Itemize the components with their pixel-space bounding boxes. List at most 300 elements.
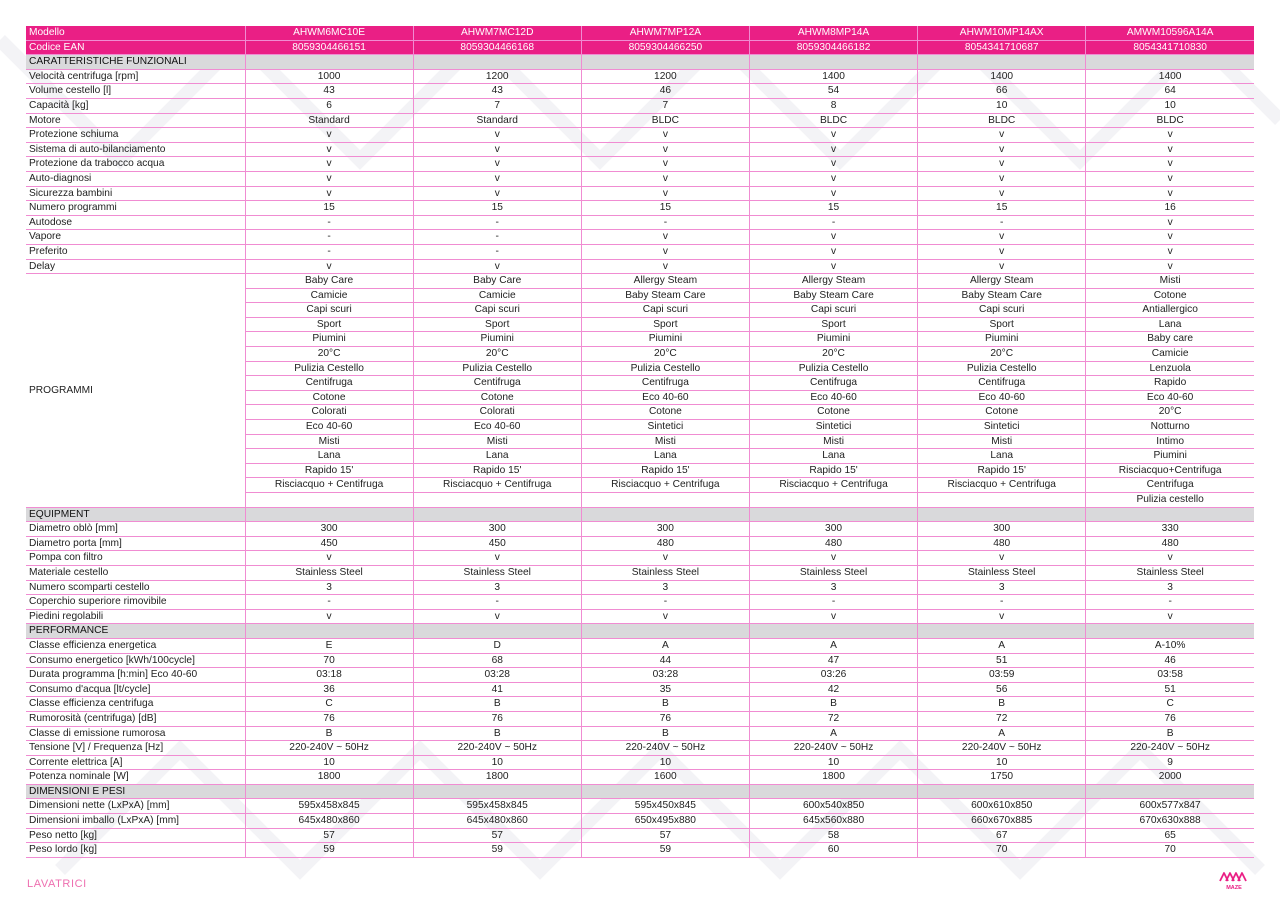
spec-row bbox=[26, 113, 1254, 128]
spec-value: v bbox=[918, 551, 1086, 566]
program-name: Eco 40-60 bbox=[245, 420, 413, 435]
spec-value: - bbox=[413, 595, 581, 610]
section-spacer bbox=[245, 507, 413, 522]
spec-label: Sicurezza bambini bbox=[26, 186, 245, 201]
spec-row bbox=[26, 828, 1254, 843]
section-spacer bbox=[1086, 784, 1254, 799]
section-title: CARATTERISTICHE FUNZIONALI bbox=[26, 55, 245, 70]
program-name: Pulizia Cestello bbox=[245, 361, 413, 376]
program-name: Baby care bbox=[1086, 332, 1254, 347]
spec-value: v bbox=[245, 259, 413, 274]
spec-label: Numero programmi bbox=[26, 201, 245, 216]
program-name: Allergy Steam bbox=[581, 274, 749, 289]
spec-value: 15 bbox=[749, 201, 917, 216]
spec-value: B bbox=[581, 697, 749, 712]
spec-table bbox=[26, 26, 1254, 858]
spec-label: Potenza nominale [W] bbox=[26, 770, 245, 785]
spec-label: Piedini regolabili bbox=[26, 609, 245, 624]
spec-value: v bbox=[918, 244, 1086, 259]
program-name: Centifruga bbox=[413, 376, 581, 391]
ean-code: 8054341710687 bbox=[918, 40, 1086, 55]
section-title: DIMENSIONI E PESI bbox=[26, 784, 245, 799]
program-name: Piumini bbox=[918, 332, 1086, 347]
program-name: Antiallergico bbox=[1086, 303, 1254, 318]
spec-row bbox=[26, 536, 1254, 551]
spec-label: Peso netto [kg] bbox=[26, 828, 245, 843]
program-name: Capi scuri bbox=[918, 303, 1086, 318]
spec-value: 76 bbox=[581, 711, 749, 726]
section-header bbox=[26, 507, 1254, 522]
spec-value: Stainless Steel bbox=[749, 565, 917, 580]
spec-value: 03:26 bbox=[749, 668, 917, 683]
spec-value: Standard bbox=[245, 113, 413, 128]
program-name: Misti bbox=[245, 434, 413, 449]
spec-value: A bbox=[918, 726, 1086, 741]
spec-value: v bbox=[581, 244, 749, 259]
spec-value: 64 bbox=[1086, 84, 1254, 99]
program-name: Centifruga bbox=[749, 376, 917, 391]
spec-value: 1800 bbox=[245, 770, 413, 785]
spec-value: C bbox=[1086, 697, 1254, 712]
spec-label: Consumo energetico [kWh/100cycle] bbox=[26, 653, 245, 668]
spec-value: 58 bbox=[749, 828, 917, 843]
spec-value: - bbox=[413, 215, 581, 230]
spec-row bbox=[26, 653, 1254, 668]
model-name: AHWM8MP14A bbox=[749, 26, 917, 40]
spec-label: Preferito bbox=[26, 244, 245, 259]
spec-row bbox=[26, 215, 1254, 230]
spec-value: B bbox=[413, 726, 581, 741]
model-name: AHWM10MP14AX bbox=[918, 26, 1086, 40]
spec-value: - bbox=[749, 215, 917, 230]
spec-value: 60 bbox=[749, 843, 917, 858]
spec-value: v bbox=[749, 142, 917, 157]
program-name bbox=[918, 493, 1086, 508]
spec-value: 03:58 bbox=[1086, 668, 1254, 683]
program-name: Baby Care bbox=[413, 274, 581, 289]
spec-value: - bbox=[918, 215, 1086, 230]
spec-value: A-10% bbox=[1086, 638, 1254, 653]
spec-value: 44 bbox=[581, 653, 749, 668]
footer-label: LAVATRICI bbox=[27, 878, 87, 890]
spec-value: A bbox=[581, 638, 749, 653]
program-name: Misti bbox=[581, 434, 749, 449]
section-spacer bbox=[413, 55, 581, 70]
spec-label: Protezione schiuma bbox=[26, 128, 245, 143]
spec-value: 600x610x850 bbox=[918, 799, 1086, 814]
program-name: Sintetici bbox=[918, 420, 1086, 435]
program-name: Rapido 15' bbox=[581, 463, 749, 478]
spec-value: A bbox=[749, 726, 917, 741]
program-name: Cotone bbox=[581, 405, 749, 420]
header-row-ean bbox=[26, 40, 1254, 55]
program-name: Lana bbox=[1086, 317, 1254, 332]
program-name: Colorati bbox=[413, 405, 581, 420]
program-name: Piumini bbox=[413, 332, 581, 347]
section-spacer bbox=[413, 784, 581, 799]
spec-value: E bbox=[245, 638, 413, 653]
spec-value: B bbox=[413, 697, 581, 712]
spec-value: 10 bbox=[245, 755, 413, 770]
program-name: Risciacquo + Centrifuga bbox=[749, 478, 917, 493]
spec-value: 46 bbox=[581, 84, 749, 99]
spec-value: 1600 bbox=[581, 770, 749, 785]
spec-value: - bbox=[413, 230, 581, 245]
spec-value: BLDC bbox=[581, 113, 749, 128]
spec-value: v bbox=[581, 259, 749, 274]
spec-value: v bbox=[1086, 186, 1254, 201]
spec-value: v bbox=[918, 186, 1086, 201]
spec-label: Autodose bbox=[26, 215, 245, 230]
spec-value: 10 bbox=[413, 755, 581, 770]
header-ean-label: Codice EAN bbox=[26, 40, 245, 55]
spec-value: v bbox=[581, 171, 749, 186]
program-name: Baby Care bbox=[245, 274, 413, 289]
spec-value: 10 bbox=[581, 755, 749, 770]
program-name: Centifruga bbox=[581, 376, 749, 391]
spec-value: v bbox=[749, 551, 917, 566]
spec-value: 3 bbox=[749, 580, 917, 595]
programs-label: PROGRAMMI bbox=[26, 274, 245, 508]
program-name: Sport bbox=[581, 317, 749, 332]
program-name: Capi scuri bbox=[413, 303, 581, 318]
spec-value: 66 bbox=[918, 84, 1086, 99]
program-name: Eco 40-60 bbox=[581, 390, 749, 405]
section-header bbox=[26, 55, 1254, 70]
spec-value: v bbox=[1086, 157, 1254, 172]
spec-value: v bbox=[749, 230, 917, 245]
spec-value: 595x458x845 bbox=[413, 799, 581, 814]
section-spacer bbox=[245, 55, 413, 70]
spec-value: v bbox=[918, 609, 1086, 624]
spec-value: 480 bbox=[581, 536, 749, 551]
spec-value: 300 bbox=[918, 522, 1086, 537]
spec-value: 42 bbox=[749, 682, 917, 697]
spec-value: BLDC bbox=[1086, 113, 1254, 128]
spec-value: - bbox=[1086, 595, 1254, 610]
spec-value: B bbox=[918, 697, 1086, 712]
program-name: Notturno bbox=[1086, 420, 1254, 435]
program-name: Camicie bbox=[245, 288, 413, 303]
spec-label: Coperchio superiore rimovibile bbox=[26, 595, 245, 610]
spec-value: 220-240V ~ 50Hz bbox=[581, 741, 749, 756]
program-name: Capi scuri bbox=[245, 303, 413, 318]
spec-row bbox=[26, 609, 1254, 624]
spec-label: Capacità [kg] bbox=[26, 98, 245, 113]
spec-value: v bbox=[413, 128, 581, 143]
spec-value: 57 bbox=[581, 828, 749, 843]
spec-value: 03:59 bbox=[918, 668, 1086, 683]
spec-value: 1000 bbox=[245, 69, 413, 84]
spec-value: v bbox=[245, 171, 413, 186]
spec-value: 220-240V ~ 50Hz bbox=[1086, 741, 1254, 756]
spec-value: 600x577x847 bbox=[1086, 799, 1254, 814]
program-name: Centifruga bbox=[918, 376, 1086, 391]
model-name: AHWM7MC12D bbox=[413, 26, 581, 40]
spec-value: v bbox=[918, 128, 1086, 143]
spec-label: Tensione [V] / Frequenza [Hz] bbox=[26, 741, 245, 756]
program-name: Rapido bbox=[1086, 376, 1254, 391]
spec-label: Peso lordo [kg] bbox=[26, 843, 245, 858]
program-name: 20°C bbox=[1086, 405, 1254, 420]
program-name: Lana bbox=[245, 449, 413, 464]
spec-label: Protezione da trabocco acqua bbox=[26, 157, 245, 172]
spec-label: Rumorosità (centrifuga) [dB] bbox=[26, 711, 245, 726]
spec-value: v bbox=[1086, 551, 1254, 566]
spec-value: - bbox=[749, 595, 917, 610]
program-name: Capi scuri bbox=[749, 303, 917, 318]
program-name: Cotone bbox=[245, 390, 413, 405]
program-name: Eco 40-60 bbox=[1086, 390, 1254, 405]
spec-row bbox=[26, 171, 1254, 186]
spec-value: v bbox=[1086, 259, 1254, 274]
program-name: Pulizia Cestello bbox=[918, 361, 1086, 376]
program-name bbox=[581, 493, 749, 508]
spec-value: 15 bbox=[918, 201, 1086, 216]
program-name: 20°C bbox=[245, 347, 413, 362]
spec-value: 450 bbox=[245, 536, 413, 551]
spec-value: v bbox=[245, 609, 413, 624]
spec-row bbox=[26, 741, 1254, 756]
spec-value: 76 bbox=[245, 711, 413, 726]
spec-value: 15 bbox=[413, 201, 581, 216]
spec-value: v bbox=[413, 609, 581, 624]
spec-value: 10 bbox=[918, 755, 1086, 770]
section-spacer bbox=[1086, 55, 1254, 70]
spec-label: Dimensioni nette (LxPxA) [mm] bbox=[26, 799, 245, 814]
spec-value: 1200 bbox=[413, 69, 581, 84]
spec-label: Durata programma [h:min] Eco 40-60 bbox=[26, 668, 245, 683]
spec-value: 1750 bbox=[918, 770, 1086, 785]
logo-text: MAZE bbox=[1226, 885, 1242, 891]
spec-label: Motore bbox=[26, 113, 245, 128]
spec-value: 43 bbox=[245, 84, 413, 99]
section-spacer bbox=[413, 624, 581, 639]
spec-value: 220-240V ~ 50Hz bbox=[413, 741, 581, 756]
spec-label: Corrente elettrica [A] bbox=[26, 755, 245, 770]
spec-value: 6 bbox=[245, 98, 413, 113]
spec-row bbox=[26, 201, 1254, 216]
program-name: Misti bbox=[1086, 274, 1254, 289]
spec-value: B bbox=[749, 697, 917, 712]
section-spacer bbox=[581, 55, 749, 70]
spec-value: 220-240V ~ 50Hz bbox=[749, 741, 917, 756]
spec-value: 68 bbox=[413, 653, 581, 668]
spec-value: v bbox=[413, 171, 581, 186]
spec-value: 70 bbox=[1086, 843, 1254, 858]
spec-value: 8 bbox=[749, 98, 917, 113]
spec-label: Pompa con filtro bbox=[26, 551, 245, 566]
header-model-label: Modello bbox=[26, 26, 245, 40]
section-spacer bbox=[918, 624, 1086, 639]
spec-value: v bbox=[581, 551, 749, 566]
program-name bbox=[749, 493, 917, 508]
spec-value: 300 bbox=[245, 522, 413, 537]
spec-row bbox=[26, 814, 1254, 829]
program-name: Risciacquo + Centrifuga bbox=[918, 478, 1086, 493]
program-name: Eco 40-60 bbox=[918, 390, 1086, 405]
spec-value: 15 bbox=[245, 201, 413, 216]
section-title: EQUIPMENT bbox=[26, 507, 245, 522]
program-name: Baby Steam Care bbox=[581, 288, 749, 303]
spec-value: 59 bbox=[581, 843, 749, 858]
spec-value: - bbox=[413, 244, 581, 259]
spec-value: v bbox=[918, 171, 1086, 186]
spec-label: Classe efficienza energetica bbox=[26, 638, 245, 653]
brand-logo bbox=[1219, 867, 1249, 891]
program-name: 20°C bbox=[918, 347, 1086, 362]
spec-value: 1400 bbox=[918, 69, 1086, 84]
model-name: AHWM7MP12A bbox=[581, 26, 749, 40]
spec-value: 10 bbox=[1086, 98, 1254, 113]
spec-value: 3 bbox=[413, 580, 581, 595]
spec-label: Volume cestello [l] bbox=[26, 84, 245, 99]
spec-label: Sistema di auto-bilanciamento bbox=[26, 142, 245, 157]
spec-value: 41 bbox=[413, 682, 581, 697]
spec-value: v bbox=[749, 259, 917, 274]
spec-row bbox=[26, 755, 1254, 770]
program-name: Rapido 15' bbox=[918, 463, 1086, 478]
spec-row bbox=[26, 142, 1254, 157]
spec-value: 43 bbox=[413, 84, 581, 99]
program-name: Rapido 15' bbox=[749, 463, 917, 478]
program-name: Cotone bbox=[749, 405, 917, 420]
section-spacer bbox=[581, 624, 749, 639]
spec-label: Vapore bbox=[26, 230, 245, 245]
spec-value: v bbox=[918, 230, 1086, 245]
spec-value: v bbox=[245, 157, 413, 172]
spec-value: D bbox=[413, 638, 581, 653]
program-name: Sport bbox=[749, 317, 917, 332]
program-name: Sport bbox=[918, 317, 1086, 332]
spec-value: v bbox=[581, 157, 749, 172]
program-name: Pulizia Cestello bbox=[581, 361, 749, 376]
spec-label: Delay bbox=[26, 259, 245, 274]
spec-value: v bbox=[749, 186, 917, 201]
spec-value: 645x480x860 bbox=[413, 814, 581, 829]
section-spacer bbox=[749, 55, 917, 70]
spec-value: v bbox=[749, 244, 917, 259]
spec-row bbox=[26, 98, 1254, 113]
spec-value: v bbox=[413, 259, 581, 274]
spec-value: 1800 bbox=[749, 770, 917, 785]
spec-value: v bbox=[918, 142, 1086, 157]
program-name: Centrifuga bbox=[1086, 478, 1254, 493]
spec-value: v bbox=[749, 171, 917, 186]
spec-row bbox=[26, 259, 1254, 274]
section-spacer bbox=[1086, 507, 1254, 522]
spec-value: 3 bbox=[918, 580, 1086, 595]
spec-label: Diametro oblò [mm] bbox=[26, 522, 245, 537]
spec-row bbox=[26, 84, 1254, 99]
spec-value: v bbox=[1086, 128, 1254, 143]
spec-value: 67 bbox=[918, 828, 1086, 843]
spec-value: v bbox=[1086, 609, 1254, 624]
spec-value: v bbox=[413, 551, 581, 566]
spec-value: v bbox=[749, 157, 917, 172]
section-spacer bbox=[1086, 624, 1254, 639]
program-name: Pulizia Cestello bbox=[749, 361, 917, 376]
section-spacer bbox=[749, 624, 917, 639]
spec-value: 330 bbox=[1086, 522, 1254, 537]
spec-value: 65 bbox=[1086, 828, 1254, 843]
spec-value: 7 bbox=[413, 98, 581, 113]
spec-label: Materiale cestello bbox=[26, 565, 245, 580]
section-title: PERFORMANCE bbox=[26, 624, 245, 639]
spec-label: Diametro porta [mm] bbox=[26, 536, 245, 551]
ean-code: 8059304466250 bbox=[581, 40, 749, 55]
spec-row bbox=[26, 551, 1254, 566]
section-spacer bbox=[918, 784, 1086, 799]
spec-value: 10 bbox=[918, 98, 1086, 113]
spec-value: v bbox=[581, 128, 749, 143]
program-name: Baby Steam Care bbox=[749, 288, 917, 303]
section-spacer bbox=[749, 784, 917, 799]
spec-label: Dimensioni imballo (LxPxA) [mm] bbox=[26, 814, 245, 829]
spec-value: 57 bbox=[245, 828, 413, 843]
ean-code: 8054341710830 bbox=[1086, 40, 1254, 55]
spec-value: Stainless Steel bbox=[1086, 565, 1254, 580]
spec-value: v bbox=[413, 157, 581, 172]
spec-value: 3 bbox=[581, 580, 749, 595]
program-name: 20°C bbox=[413, 347, 581, 362]
spec-row bbox=[26, 682, 1254, 697]
spec-label: Velocità centrifuga [rpm] bbox=[26, 69, 245, 84]
spec-value: 03:18 bbox=[245, 668, 413, 683]
spec-value: 2000 bbox=[1086, 770, 1254, 785]
ean-code: 8059304466182 bbox=[749, 40, 917, 55]
program-name: Cotone bbox=[413, 390, 581, 405]
program-name: Capi scuri bbox=[581, 303, 749, 318]
spec-row bbox=[26, 595, 1254, 610]
spec-value: v bbox=[1086, 244, 1254, 259]
spec-value: 47 bbox=[749, 653, 917, 668]
spec-value: 660x670x885 bbox=[918, 814, 1086, 829]
spec-value: 70 bbox=[918, 843, 1086, 858]
program-name: 20°C bbox=[581, 347, 749, 362]
program-name: Sintetici bbox=[581, 420, 749, 435]
spec-value: 595x458x845 bbox=[245, 799, 413, 814]
spec-value: v bbox=[245, 142, 413, 157]
spec-value: 9 bbox=[1086, 755, 1254, 770]
section-spacer bbox=[245, 784, 413, 799]
program-row bbox=[26, 274, 1254, 289]
spec-label: Classe efficienza centrifuga bbox=[26, 697, 245, 712]
program-name: Sport bbox=[245, 317, 413, 332]
spec-value: 46 bbox=[1086, 653, 1254, 668]
spec-row bbox=[26, 157, 1254, 172]
spec-value: 480 bbox=[1086, 536, 1254, 551]
section-spacer bbox=[918, 507, 1086, 522]
spec-value: 480 bbox=[749, 536, 917, 551]
spec-value: 03:28 bbox=[581, 668, 749, 683]
program-name: Pulizia Cestello bbox=[413, 361, 581, 376]
spec-value: - bbox=[581, 215, 749, 230]
ean-code: 8059304466151 bbox=[245, 40, 413, 55]
spec-value: v bbox=[581, 230, 749, 245]
spec-value: 300 bbox=[413, 522, 581, 537]
model-name: AMWM10596A14A bbox=[1086, 26, 1254, 40]
spec-value: v bbox=[918, 157, 1086, 172]
spec-value: 7 bbox=[581, 98, 749, 113]
spec-value: 72 bbox=[918, 711, 1086, 726]
spec-value: v bbox=[581, 142, 749, 157]
section-header bbox=[26, 624, 1254, 639]
spec-row bbox=[26, 522, 1254, 537]
spec-value: 76 bbox=[1086, 711, 1254, 726]
spec-value: 56 bbox=[918, 682, 1086, 697]
spec-value: 3 bbox=[1086, 580, 1254, 595]
